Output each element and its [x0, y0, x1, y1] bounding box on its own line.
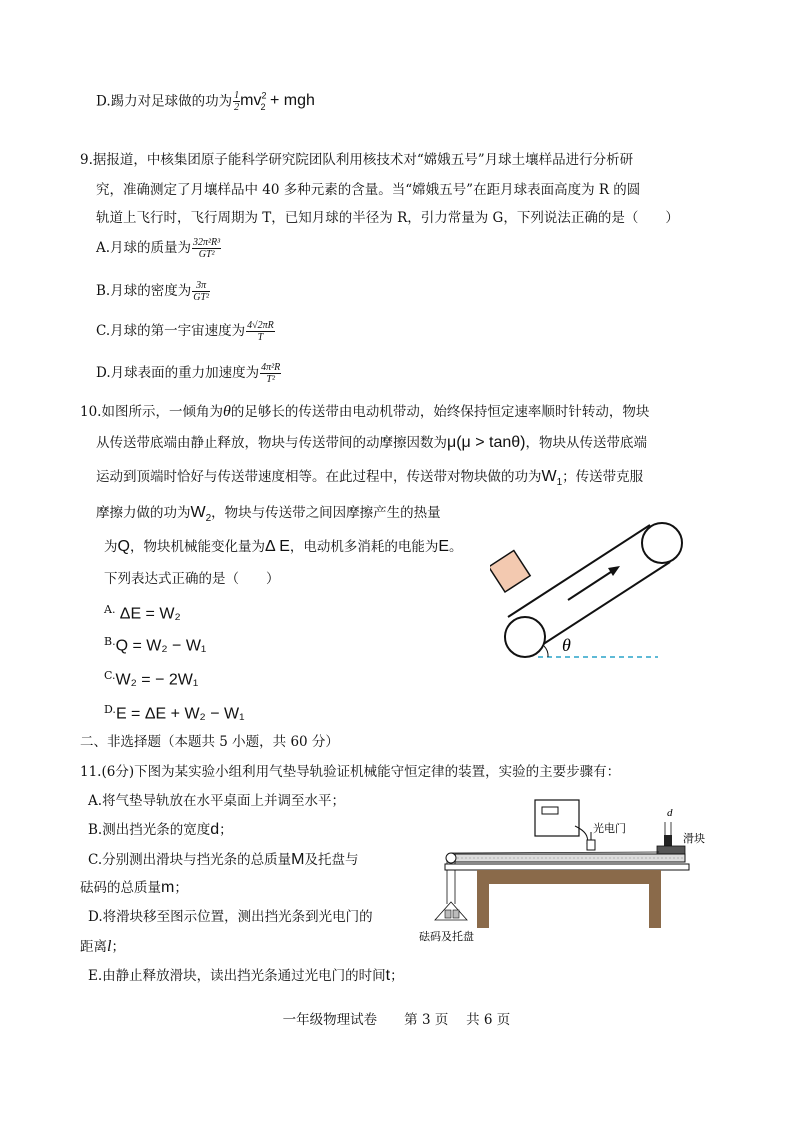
- table-frame: [477, 870, 661, 884]
- q11-step-d-1: D.将滑块移至图示位置，测出挡光条到光电门的: [88, 909, 373, 925]
- section-2-title: 二、非选择题（本题共 5 小题，共 60 分）: [80, 734, 339, 750]
- d-symbol: d: [210, 821, 220, 838]
- pulley: [446, 853, 456, 863]
- mu-condition: μ(μ > tanθ): [447, 434, 526, 451]
- w2-symbol: $W_2$: [190, 504, 212, 525]
- conveyor-belt-figure: [490, 512, 690, 672]
- e-symbol: E: [438, 538, 450, 555]
- q9-option-b-text: B.月球的密度为: [96, 283, 192, 299]
- q10-option-c-math: W₂ = − 2W₁: [115, 671, 199, 689]
- m-big-symbol: M: [291, 851, 305, 868]
- q10-option-b-label: B.: [104, 635, 116, 648]
- q11-step-c2-tail: ；: [174, 880, 188, 896]
- q10-option-a-math: ΔE = W₂: [119, 605, 181, 623]
- q9-option-a-fraction: $\frac{\text{32π²R³}}{\text{GT²}}$: [193, 237, 221, 260]
- q9-line-1: 9.据报道，中核集团原子能科学研究院团队利用核技术对“嫦娥五号”月球土壤样品进行分析研: [80, 152, 634, 168]
- q11-step-c2-text: 砝码的总质量: [80, 880, 161, 896]
- q10-line-3a: 运动到顶端时恰好与传送带速度相等。在此过程中，传送带对物块做的功为: [96, 469, 542, 485]
- q-symbol: Q: [117, 538, 130, 555]
- q9-option-a-text: A.月球的质量为: [96, 240, 192, 256]
- q10-line-3: [96, 467, 643, 493]
- delta-e-symbol: Δ E: [264, 538, 290, 555]
- t-symbol: t: [385, 967, 391, 984]
- q9-option-d: [96, 362, 281, 385]
- q10-line-1: [80, 402, 649, 422]
- w1-symbol: $W_1$: [541, 468, 563, 489]
- q10-line-5d: 。: [449, 539, 463, 555]
- q9-option-c-text: C.月球的第一宇宙速度为: [96, 323, 246, 339]
- m-small-symbol: m: [161, 879, 175, 896]
- q11-step-b: [88, 820, 233, 840]
- q9-option-c: [96, 320, 275, 343]
- q11-step-c-1: [88, 850, 358, 870]
- l-symbol: l: [107, 938, 112, 955]
- q11-step-e-tail: ；: [390, 968, 404, 984]
- q10-option-c: [104, 666, 198, 691]
- q10-line-6: 下列表达式正确的是（ ）: [104, 571, 280, 587]
- q10-line-1b: 的足够长的传送带由电动机带动，始终保持恒定速率顺时针转动，物块: [230, 404, 650, 420]
- q9-line-3: 轨道上飞行时，飞行周期为 T，已知月球的半径为 R，引力常量为 G，下列说法正确的是（ ）: [96, 210, 679, 226]
- q10-line-5b: ，物块机械能变化量为: [129, 539, 265, 555]
- half-fraction: $\frac{1}{2}$: [234, 90, 240, 114]
- block: [490, 551, 530, 592]
- q10-line-3b: ；传送带克服: [562, 469, 644, 485]
- q8-option-d: [96, 86, 315, 117]
- q10-line-5: [104, 537, 463, 557]
- q11-step-e-text: E.由静止释放滑块，读出挡光条通过光电门的时间: [88, 968, 386, 984]
- theta-symbol: θ: [222, 403, 231, 420]
- figure-theta-label: θ: [562, 635, 571, 655]
- angle-arc: [544, 646, 548, 657]
- q11-line-1: 11.(6分)下图为某实验小组利用气垫导轨验证机械能守恒定律的装置，实验的主要步骤有：: [80, 764, 621, 780]
- photogate-sensor: [587, 840, 595, 850]
- q10-option-a: [104, 600, 181, 625]
- q10-line-2a: 从传送带底端由静止释放，物块与传送带间的动摩擦因数为: [96, 435, 447, 451]
- top-pulley: [642, 523, 682, 563]
- bottom-pulley: [505, 617, 545, 657]
- q10-line-2b: ，物块从传送带底端: [525, 435, 647, 451]
- air-track-figure: [415, 798, 705, 946]
- q8-option-d-text: D.踢力对足球做的功为: [96, 93, 233, 110]
- table-top: [445, 864, 689, 870]
- q10-option-a-label: A.: [104, 603, 116, 616]
- q10-option-d-label: D.: [104, 703, 116, 716]
- q11-step-d-2: [80, 937, 125, 957]
- q9-option-d-fraction: $\frac{\text{4π²R}}{\text{T²}}$: [261, 362, 281, 385]
- photogate-label: 光电门: [593, 822, 626, 835]
- q10-line-4: [96, 503, 441, 529]
- q10-line-5a: 为: [104, 539, 118, 555]
- q9-option-c-fraction: $\frac{4√2\pi R}{T}$: [247, 320, 274, 343]
- q9-option-b: [96, 280, 210, 303]
- q8-option-d-math: $mv^2_2$ + mgh: [240, 91, 315, 112]
- photogate-timer: [535, 800, 593, 843]
- q10-line-2: [96, 433, 647, 453]
- q10-line-5c: ，电动机多消耗的电能为: [289, 539, 439, 555]
- q9-option-b-fraction: $\frac{3\pi}{\text{GT²}}$: [193, 280, 209, 303]
- q11-step-b-text: B.测出挡光条的宽度: [88, 822, 211, 838]
- slider-label: 滑块: [683, 832, 705, 845]
- q11-step-d2-text: 距离: [80, 939, 107, 955]
- q10-option-b-math: Q = W₂ − W₁: [115, 637, 207, 655]
- q11-step-c-2: [80, 878, 188, 898]
- q10-option-c-label: C.: [104, 669, 116, 682]
- q9-line-2: 究，准确测定了月壤样品中 40 多种元素的含量。当“嫦娥五号”在距月球表面高度为 R 的圆: [96, 182, 641, 198]
- conveyor-belt: [505, 523, 682, 657]
- q10-line-4a: 摩擦力做的功为: [96, 505, 191, 521]
- string: [451, 852, 659, 853]
- d-label: d: [667, 807, 673, 819]
- page-footer: 一年级物理试卷 第 3 页 共 6 页: [282, 1012, 511, 1028]
- arrow-head-icon: [608, 566, 620, 576]
- q10-line-4b: ，物块与传送带之间因摩擦产生的热量: [211, 505, 441, 521]
- q11-step-d2-tail: ；: [111, 939, 125, 955]
- q10-option-d-math: E = ΔE + W₂ − W₁: [115, 705, 245, 723]
- q11-step-b-tail: ；: [219, 822, 233, 838]
- q11-step-c1-tail: 及托盘与: [304, 852, 359, 868]
- q9-option-a: [96, 237, 221, 260]
- q11-step-a: A.将气垫导轨放在水平桌面上并调至水平；: [88, 793, 346, 809]
- q11-step-e: [88, 966, 404, 986]
- q11-step-c1-text: C.分别测出滑块与挡光条的总质量: [88, 852, 292, 868]
- q9-option-d-text: D.月球表面的重力加速度为: [96, 365, 260, 381]
- q10-option-b: [104, 632, 206, 657]
- weights-label: 砝码及托盘: [419, 930, 474, 943]
- q10-line-1a: 10.如图所示，一倾角为: [80, 404, 223, 420]
- q10-option-d: [104, 700, 244, 725]
